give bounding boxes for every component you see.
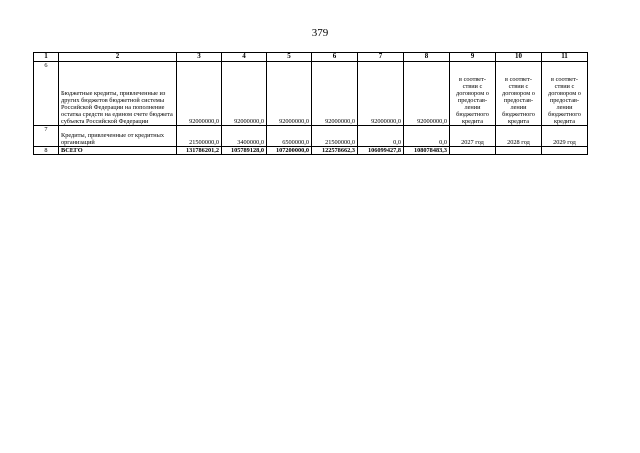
header-cell: 1 xyxy=(34,53,59,62)
header-cell: 6 xyxy=(312,53,358,62)
header-cell: 2 xyxy=(59,53,177,62)
value-cell: 131786201,2 xyxy=(177,147,222,155)
value-cell: 106099427,8 xyxy=(358,147,404,155)
row-number: 7 xyxy=(34,126,59,147)
value-cell: 105789128,0 xyxy=(222,147,267,155)
value-cell: 3400000,0 xyxy=(222,126,267,147)
value-cell: 92000000,0 xyxy=(312,62,358,126)
value-cell: 108078483,3 xyxy=(404,147,450,155)
row-number: 6 xyxy=(34,62,59,126)
value-cell: 92000000,0 xyxy=(404,62,450,126)
value-cell: 6500000,0 xyxy=(267,126,312,147)
page-number: 379 xyxy=(311,27,329,39)
table-row xyxy=(34,62,588,126)
value-cell: 122578662,3 xyxy=(312,147,358,155)
header-cell: 8 xyxy=(404,53,450,62)
year-cell: 2028 год xyxy=(496,126,542,147)
empty-cell xyxy=(542,147,588,155)
header-cell: 9 xyxy=(450,53,496,62)
row-description: ВСЕГО xyxy=(59,147,177,155)
header-cell: 3 xyxy=(177,53,222,62)
empty-cell xyxy=(496,147,542,155)
header-cell: 11 xyxy=(542,53,588,62)
total-row xyxy=(34,147,588,155)
header-cell: 4 xyxy=(222,53,267,62)
header-cell: 10 xyxy=(496,53,542,62)
empty-cell xyxy=(450,147,496,155)
value-cell: 92000000,0 xyxy=(222,62,267,126)
term-cell: в соответ-ствии с договором о предостав-лении бюджетного кредита xyxy=(496,62,542,126)
term-cell: в соответ-ствии с договором о предостав-лении бюджетного кредита xyxy=(450,62,496,126)
value-cell: 0,0 xyxy=(404,126,450,147)
year-cell: 2027 год xyxy=(450,126,496,147)
row-number: 8 xyxy=(34,147,59,155)
header-row xyxy=(34,53,588,62)
value-cell: 21500000,0 xyxy=(177,126,222,147)
value-cell: 0,0 xyxy=(358,126,404,147)
budget-credits-table xyxy=(33,52,588,155)
row-description: Кредиты, привлеченные от кредитных организаций xyxy=(59,126,177,147)
header-cell: 5 xyxy=(267,53,312,62)
value-cell: 21500000,0 xyxy=(312,126,358,147)
header-cell: 7 xyxy=(358,53,404,62)
year-cell: 2029 год xyxy=(542,126,588,147)
term-cell: в соответ-ствии с договором о предостав-лении бюджетного кредита xyxy=(542,62,588,126)
value-cell: 92000000,0 xyxy=(267,62,312,126)
row-description: Бюджетные кредиты, привлеченные из других бюджетов бюджетной системы Российской Федерации на пополнение остатка средств на едином счете бюджета субъекта Российской Федерации xyxy=(59,62,177,126)
value-cell: 92000000,0 xyxy=(177,62,222,126)
value-cell: 92000000,0 xyxy=(358,62,404,126)
value-cell: 107200000,0 xyxy=(267,147,312,155)
table-row xyxy=(34,126,588,147)
